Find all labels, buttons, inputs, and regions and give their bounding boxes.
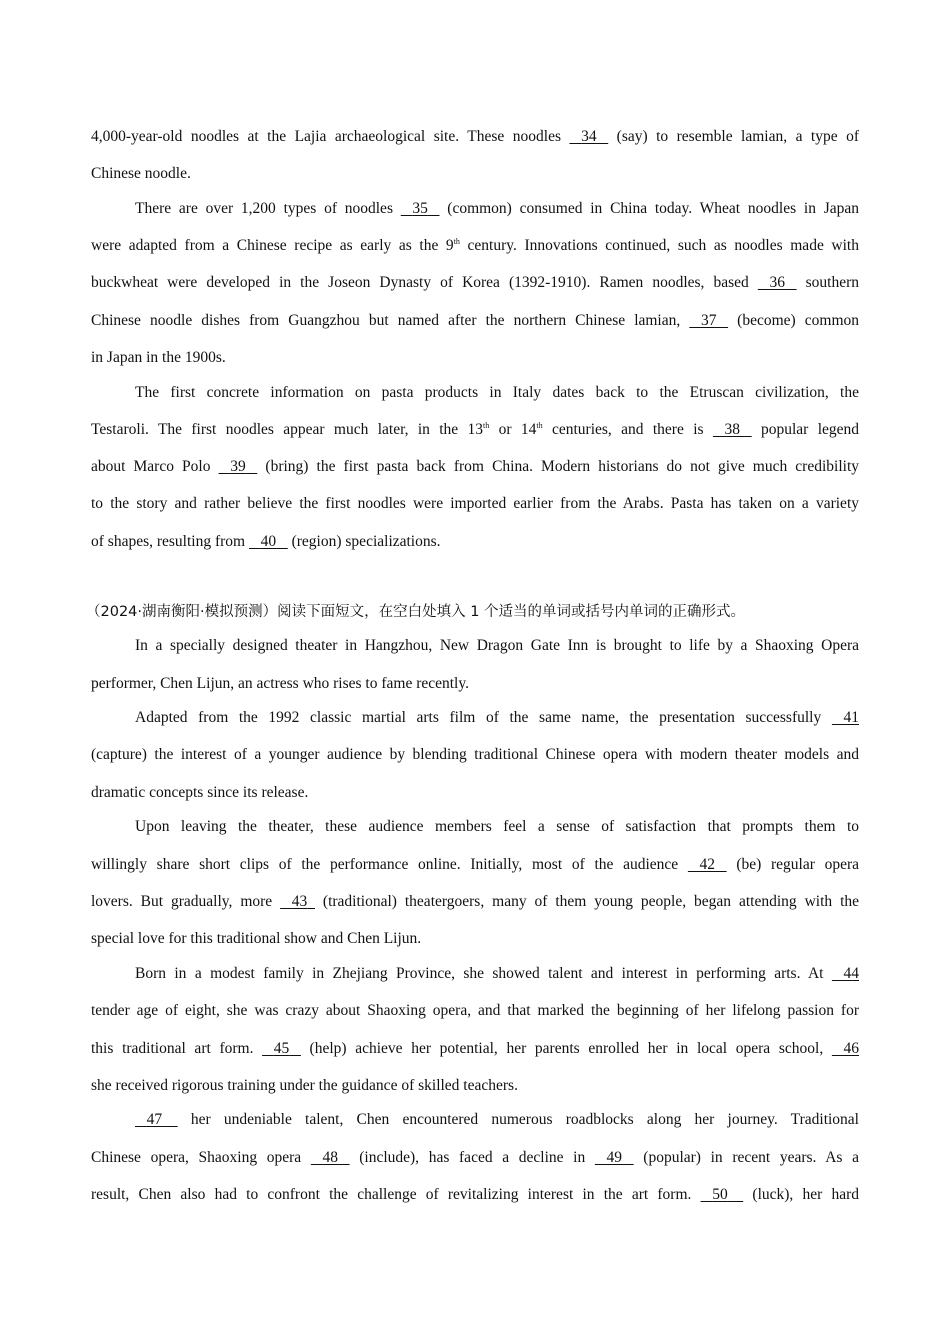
text-line: performer, Chen Lijun, an actress who rises to fame recently. — [91, 675, 469, 692]
blank-48[interactable]: 48 — [322, 1149, 338, 1166]
text-line: of shapes, resulting from 40 (region) specializations. — [91, 531, 859, 553]
text-line: Testaroli. The first noodles appear much later, in the 13th or 14th centuries, and there is 38 popular legend — [91, 419, 859, 441]
paragraph-start: 47 her undeniable talent, Chen encountered numerous roadblocks along her journey. Traditional — [135, 1109, 859, 1131]
text-line: were adapted from a Chinese recipe as early as the 9th century. Innovations continued, such as noodles made with — [91, 237, 859, 254]
text-line: (capture) the interest of a younger audience by blending traditional Chinese opera with modern theater models and — [91, 746, 859, 763]
text-line: Chinese noodle. — [91, 165, 191, 182]
text-line: 4,000-year-old noodles at the Lajia archaeological site. These noodles 34 (say) to resemble lamian, a type of — [91, 126, 859, 148]
text-line: about Marco Polo 39 (bring) the first pasta back from China. Modern historians do not give much credibility — [91, 456, 859, 478]
blank-34[interactable]: 34 — [581, 128, 597, 145]
blank-42[interactable]: 42 — [699, 856, 715, 873]
text-line: special love for this traditional show and Chen Lijun. — [91, 930, 422, 947]
blank-47[interactable]: 47 — [146, 1111, 163, 1128]
paragraph-start: There are over 1,200 types of noodles 35 (common) consumed in China today. Wheat noodles in Japan — [135, 198, 859, 220]
text-line: lovers. But gradually, more 43 (traditional) theatergoers, many of them young people, began attending with the — [91, 891, 859, 913]
exercise-instruction: （2024·湖南衡阳·模拟预测）阅读下面短文，在空白处填入 1 个适当的单词或括号内单词的正确形式。 — [86, 604, 746, 620]
text-line: willingly share short clips of the performance online. Initially, most of the audience 42 (be) regular opera — [91, 854, 859, 876]
text-line: she received rigorous training under the guidance of skilled teachers. — [91, 1077, 518, 1094]
blank-43[interactable]: 43 — [291, 893, 308, 910]
blank-40[interactable]: 40 — [260, 533, 277, 550]
text-line: Chinese noodle dishes from Guangzhou but named after the northern Chinese lamian, 37 (become) common — [91, 310, 859, 332]
text-line: result, Chen also had to confront the challenge of revitalizing interest in the art form. 50 (luck), her hard — [91, 1184, 859, 1206]
blank-38[interactable]: 38 — [724, 421, 741, 438]
text-line: to the story and rather believe the first noodles were imported earlier from the Arabs. Pasta has taken on a variety — [91, 495, 859, 512]
blank-39[interactable]: 39 — [230, 458, 246, 475]
paragraph-start: Adapted from the 1992 classic martial arts film of the same name, the presentation successfully 41 — [135, 707, 859, 729]
paragraph-start: Upon leaving the theater, these audience members feel a sense of satisfaction that prompts them to — [135, 818, 859, 835]
blank-35[interactable]: 35 — [412, 200, 428, 217]
blank-41[interactable]: 41 — [843, 709, 859, 726]
blank-49[interactable]: 49 — [606, 1149, 623, 1166]
paragraph-start: The first concrete information on pasta products in Italy dates back to the Etruscan civilization, the — [135, 384, 859, 401]
paragraph-start: In a specially designed theater in Hangzhou, New Dragon Gate Inn is brought to life by a Shaoxing Opera — [135, 637, 859, 654]
text-line: buckwheat were developed in the Joseon Dynasty of Korea (1392-1910). Ramen noodles, based 36 southern — [91, 272, 859, 294]
text-line: tender age of eight, she was crazy about Shaoxing opera, and that marked the beginning of her lifelong passion for — [91, 1002, 859, 1019]
blank-36[interactable]: 36 — [769, 274, 785, 291]
text-line: Chinese opera, Shaoxing opera 48 (include), has faced a decline in 49 (popular) in recent years. As a — [91, 1147, 859, 1169]
blank-44[interactable]: 44 — [843, 965, 859, 982]
paragraph-start: Born in a modest family in Zhejiang Province, she showed talent and interest in performing arts. At 44 — [135, 963, 859, 985]
blank-45[interactable]: 45 — [273, 1040, 290, 1057]
text-line: dramatic concepts since its release. — [91, 784, 309, 801]
blank-50[interactable]: 50 — [712, 1186, 728, 1203]
text-line: in Japan in the 1900s. — [91, 349, 226, 366]
blank-37[interactable]: 37 — [700, 312, 717, 329]
blank-46[interactable]: 46 — [843, 1040, 859, 1057]
text-line: this traditional art form. 45 (help) achieve her potential, her parents enrolled her in local opera school, 46 — [91, 1038, 859, 1060]
